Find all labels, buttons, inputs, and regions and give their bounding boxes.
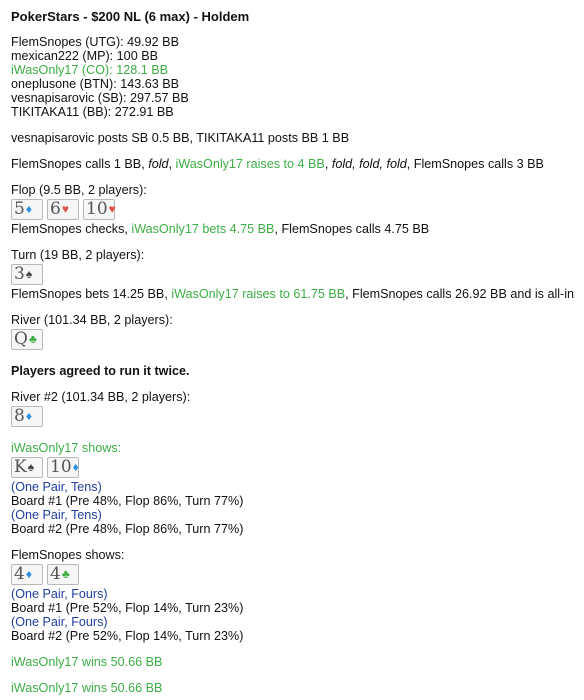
hero-hand-rank: (One Pair, Tens) [11,480,102,494]
card-suit-icon: ♠ [27,460,35,474]
card-rank: 4 [14,564,25,584]
playing-card [11,564,43,585]
hero-action: iWasOnly17 raises to 4 BB [175,157,325,171]
card-rank: 6 [50,199,61,219]
action-text: FlemSnopes checks, [11,222,132,236]
card-suit-icon: ♥ [108,202,116,216]
playing-card [83,199,115,220]
card-suit-icon: ♦ [25,567,32,581]
card-rank: 10 [50,457,72,477]
player-row: vesnapisarovic (SB): 297.57 BB [11,91,189,105]
card-suit-icon: ♣ [28,332,37,346]
action-text: , FlemSnopes calls 26.92 BB and is all-in [345,287,575,301]
hero-board2-equity: Board #2 (Pre 48%, Flop 86%, Turn 77%) [11,522,244,536]
action-text: , FlemSnopes calls 4.75 BB [274,222,430,236]
result-line: iWasOnly17 wins 50.66 BB [11,681,163,695]
action-text: FlemSnopes calls 1 BB, [11,157,149,171]
turn-actions [11,287,584,301]
card-suit-icon: ♥ [61,202,69,216]
card-rank: 10 [86,199,108,219]
action-text: , FlemSnopes calls 3 BB [406,157,544,171]
card-rank: Q [14,329,28,349]
river-cards [11,329,584,350]
playing-card [47,199,79,220]
villain-shows-label: FlemSnopes shows: [11,548,125,562]
hero-hand-rank: (One Pair, Tens) [11,508,102,522]
card-rank: 3 [14,264,25,284]
playing-card [11,406,43,427]
card-suit-icon: ♦ [25,202,32,216]
turn-cards [11,264,584,285]
card-suit-icon: ♦ [72,460,79,474]
player-row: mexican222 (MP): 100 BB [11,49,158,63]
playing-card [47,457,79,478]
villain-board1-equity: Board #1 (Pre 52%, Flop 14%, Turn 23%) [11,601,244,615]
river2-header: River #2 (101.34 BB, 2 players): [11,390,191,404]
action-sep: , [168,157,176,171]
flop-cards [11,199,584,220]
playing-card [11,264,43,285]
card-rank: K [14,457,27,477]
flop-header: Flop (9.5 BB, 2 players): [11,183,147,197]
player-row: FlemSnopes (UTG): 49.92 BB [11,35,179,49]
turn-header: Turn (19 BB, 2 players): [11,248,145,262]
card-suit-icon: ♠ [25,267,33,281]
fold-text: fold [148,157,169,171]
blinds-line: vesnapisarovic posts SB 0.5 BB, TIKITAKA11 posts BB 1 BB [11,131,350,145]
flop-actions [11,222,584,236]
playing-card [11,457,43,478]
action-sep: , [324,157,332,171]
card-suit-icon: ♣ [61,567,70,581]
playing-card [47,564,79,585]
playing-card [11,199,43,220]
hero-action: iWasOnly17 raises to 61.75 BB [171,287,346,301]
fold-text: fold, fold, fold [331,157,407,171]
card-rank: 5 [14,199,25,219]
river2-cards [11,406,584,427]
playing-card [11,329,43,350]
action-text: FlemSnopes bets 14.25 BB, [11,287,172,301]
page-title: PokerStars - $200 NL (6 max) - Holdem [11,9,250,24]
hero-board1-equity: Board #1 (Pre 48%, Flop 86%, Turn 77%) [11,494,244,508]
villain-hand-rank: (One Pair, Fours) [11,615,108,629]
villain-board2-equity: Board #2 (Pre 52%, Flop 14%, Turn 23%) [11,629,244,643]
preflop-actions [11,157,584,171]
player-row-hero: iWasOnly17 (CO): 128.1 BB [11,63,169,77]
hero-hole-cards [11,457,584,478]
villain-hole-cards [11,564,584,585]
river-header: River (101.34 BB, 2 players): [11,313,173,327]
run-twice-note: Players agreed to run it twice. [11,364,190,378]
card-suit-icon: ♦ [25,409,32,423]
player-list [11,35,584,119]
player-row: oneplusone (BTN): 143.63 BB [11,77,180,91]
hero-shows-label: iWasOnly17 shows: [11,441,122,455]
player-row: TIKITAKA11 (BB): 272.91 BB [11,105,174,119]
card-rank: 8 [14,406,25,426]
villain-hand-rank: (One Pair, Fours) [11,587,108,601]
hero-action: iWasOnly17 bets 4.75 BB [131,222,275,236]
result-line: iWasOnly17 wins 50.66 BB [11,655,163,669]
card-rank: 4 [50,564,61,584]
